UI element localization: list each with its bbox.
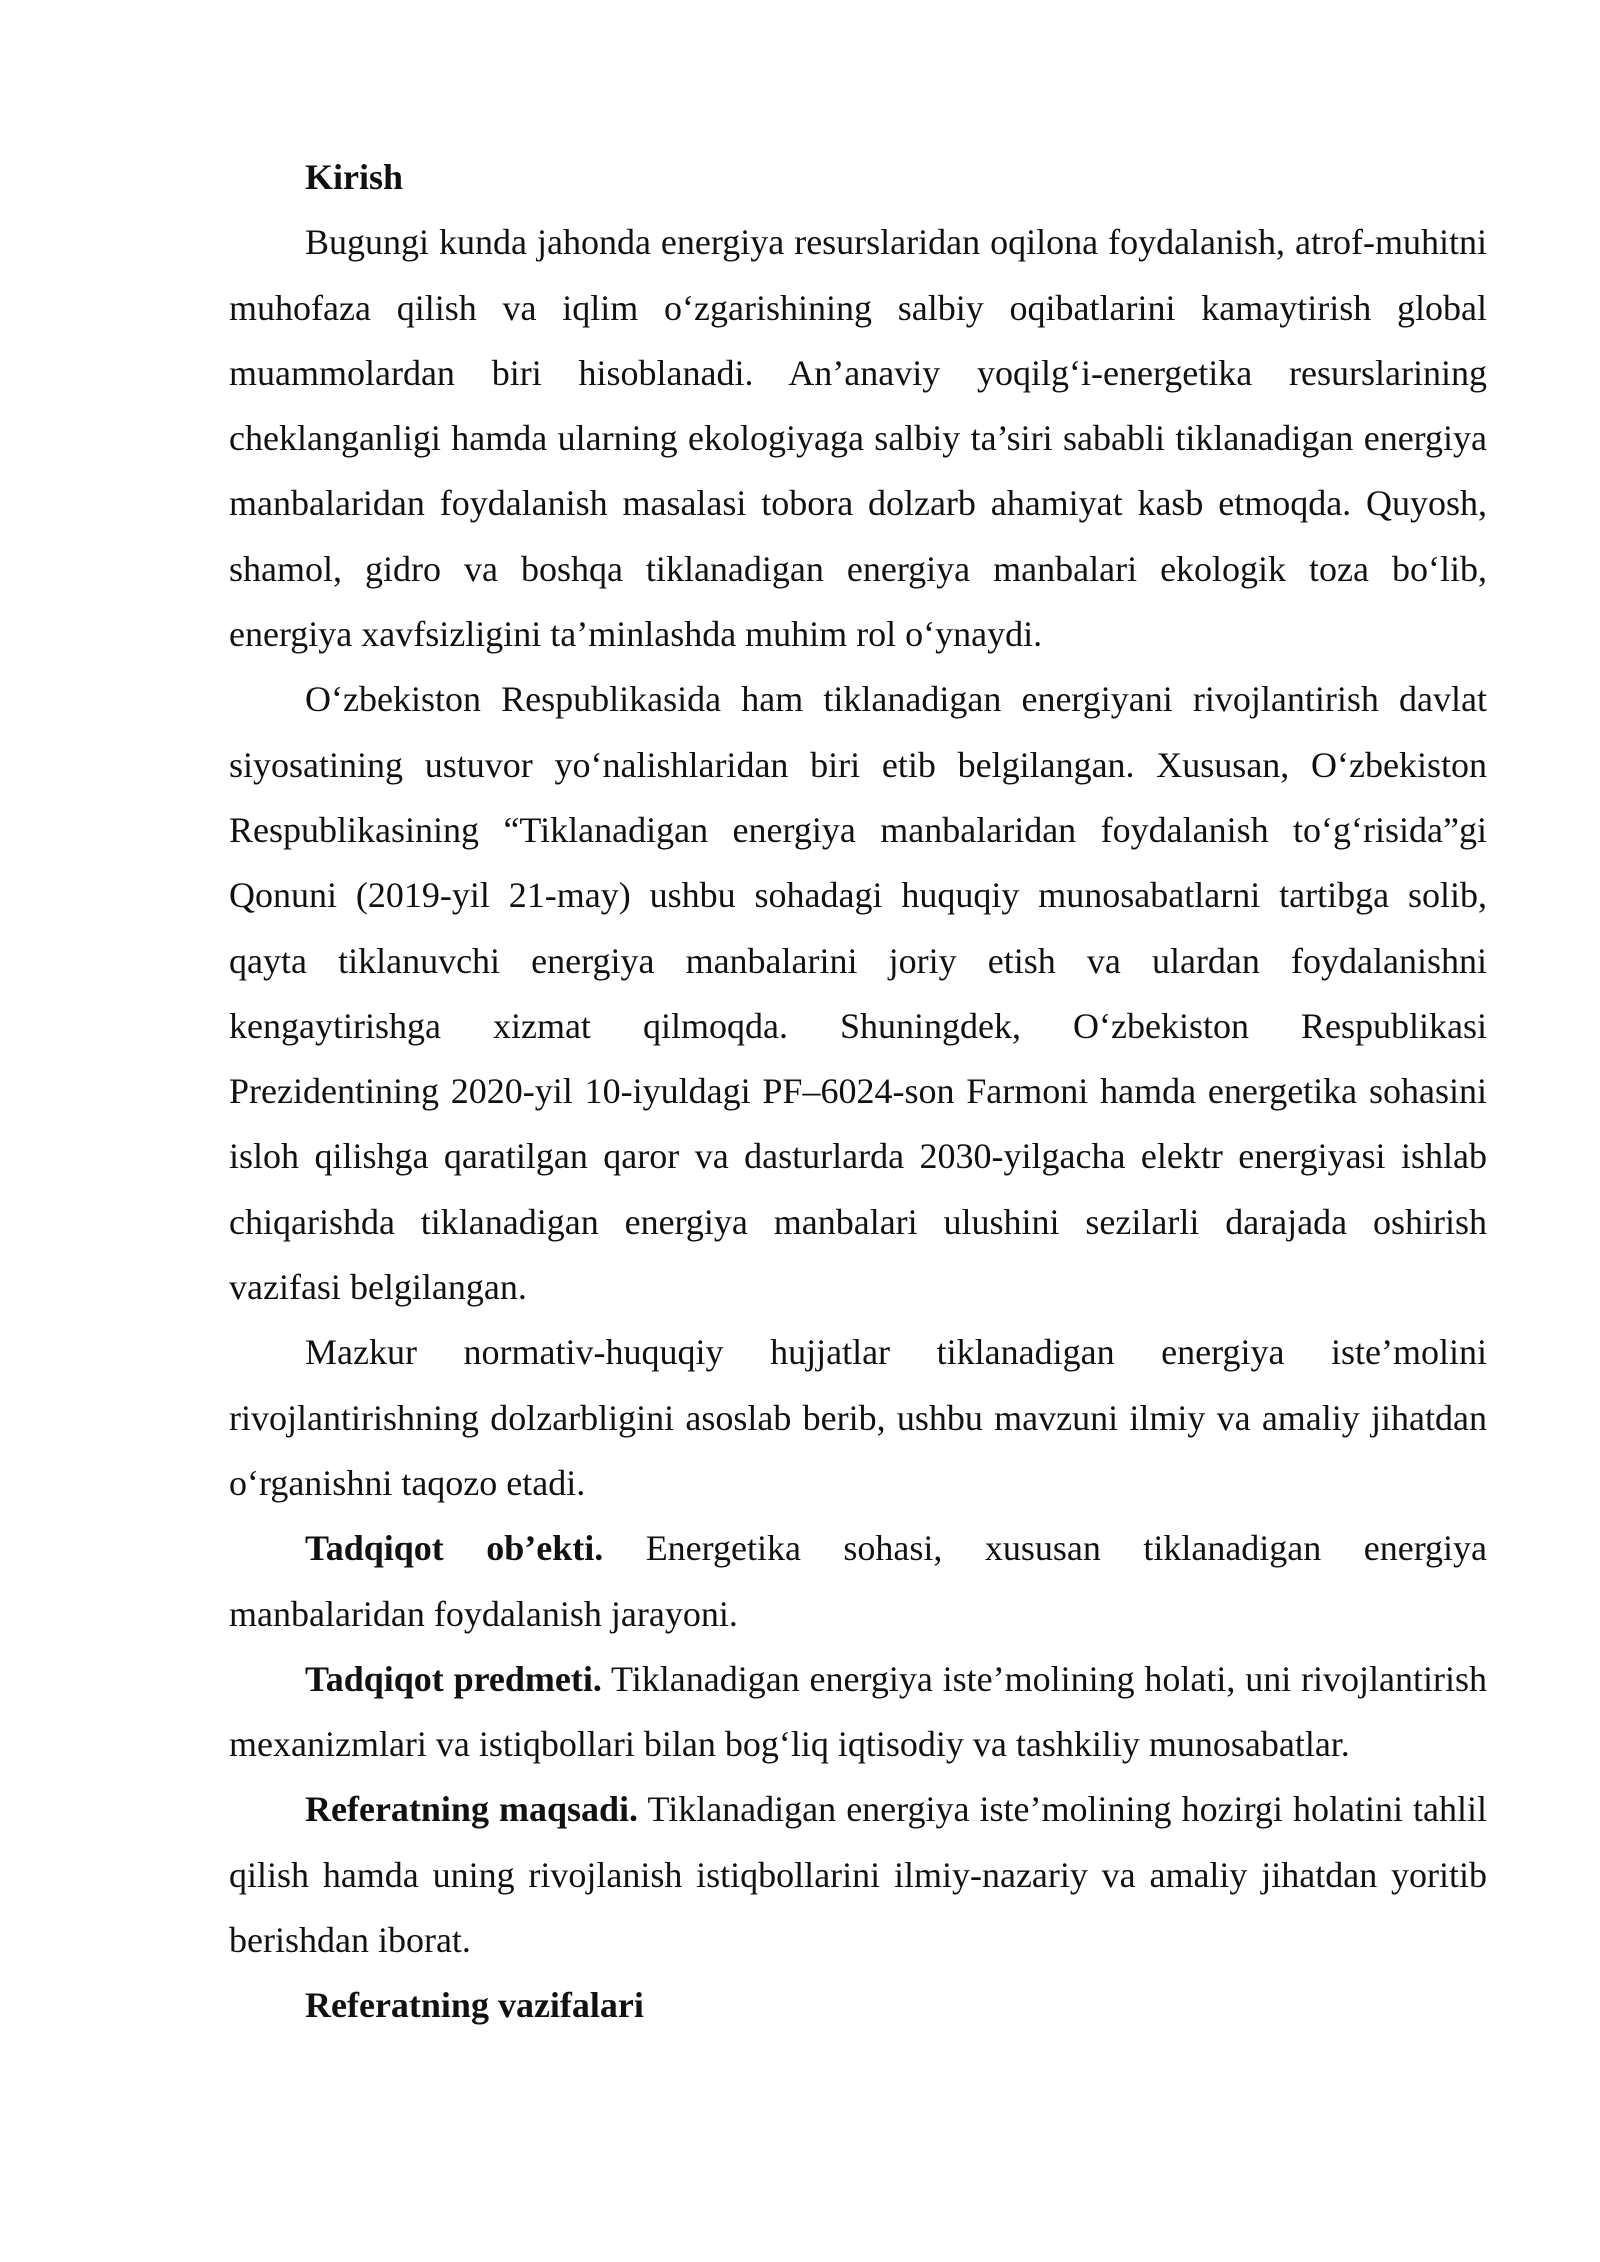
section-heading-introduction: Kirish bbox=[305, 157, 404, 197]
research-subject-text: Tiklanadigan energiya iste’molining holati, uni rivojlantirish mexanizmlari va istiqbollari bilan bog‘liq iqtisodiy va tashkiliy munosabatlar. bbox=[229, 1658, 1487, 1765]
paragraph-relevance: Mazkur normativ-huquqiy hujjatlar tiklanadigan energiya iste’molini rivojlantirishning dolzarbligini asoslab berib, ushbu mavzuni ilmiy va amaliy jihatdan o‘rganishni taqozo etadi. bbox=[229, 1332, 1487, 1503]
paragraph-legal-framework: O‘zbekiston Respublikasida ham tiklanadigan energiyani rivojlantirish davlat siyosatining ustuvor yo‘nalishlaridan biri etib belgilangan. Xususan, O‘zbekiston Respublikasining “Tiklanadigan energiya manbalaridan foydalanish to‘g‘risida”gi Qonuni (2019-yil 21-may) ushbu sohadagi huquqiy munosabatlarni tartibga solib, qayta tiklanuvchi energiya manbalarini joriy etish va ulardan foydalanishni kengaytirishga xizmat qilmoqda. Shuningdek, O‘zbekiston Respublikasi Prezidentining 2020-yil 10-iyuldagi PF–6024-son Farmoni hamda energetika sohasini isloh qilishga qaratilgan qaror va dasturlarda 2030-yilgacha elektr energiyasi ishlab chiqarishda tiklanadigan energiya manbalari ulushini sezilarli darajada oshirish vazifasi belgilangan. bbox=[229, 679, 1487, 1308]
research-goal-label: Referatning maqsadi. bbox=[305, 1789, 639, 1830]
research-object-label: Tadqiqot ob’ekti. bbox=[305, 1528, 604, 1569]
research-goal-text: Tiklanadigan energiya iste’molining hozirgi holatini tahlil qilish hamda uning rivojlanish istiqbollarini ilmiy-nazariy va amaliy jihatdan yoritib berishdan iborat. bbox=[229, 1789, 1487, 1961]
paragraph-research-subject bbox=[229, 1647, 1487, 1778]
paragraph-energy-context: Bugungi kunda jahonda energiya resurslaridan oqilona foydalanish, atrof-muhitni muhofaza qilish va iqlim o‘zgarishining salbiy oqibatlarini kamaytirish global muammolardan biri hisoblanadi. An’anaviy yoqilg‘i-energetika resurslarining cheklanganligi hamda ularning ekologiyaga salbiy ta’siri sababli tiklanadigan energiya manbalaridan foydalanish masalasi tobora dolzarb ahamiyat kasb etmoqda. Quyosh, shamol, gidro va boshqa tiklanadigan energiya manbalari ekologik toza bo‘lib, energiya xavfsizligini ta’minlashda muhim rol o‘ynaydi. bbox=[229, 222, 1487, 655]
paragraph-research-object bbox=[229, 1516, 1487, 1647]
paragraph-research-goal bbox=[229, 1777, 1487, 1973]
document-page bbox=[229, 145, 1487, 2039]
research-subject-label: Tadqiqot predmeti. bbox=[305, 1658, 602, 1699]
research-object-text: Energetika sohasi, xususan tiklanadigan energiya manbalaridan foydalanish jarayoni. bbox=[229, 1528, 1488, 1634]
section-heading-tasks: Referatning vazifalari bbox=[305, 1985, 644, 2026]
